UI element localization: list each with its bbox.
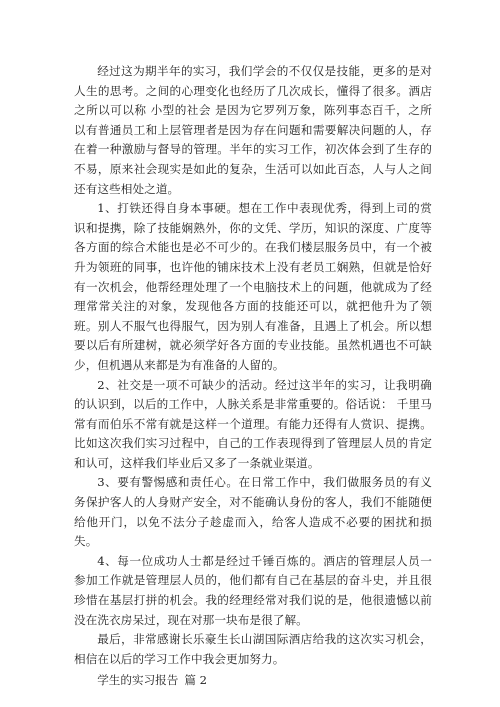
paragraph-point-1: 1、打铁还得自身本事硬。想在工作中表现优秀，得到上司的赏识和提携，除了技能娴熟外，你的文凭、学历，知识的深度、广度等各方面的综合术能也是必不可少的。在我们楼层服务员中，有一个被升为领班的同事，也许他的铺床技术上没有老员工娴熟，但就是恰好有一次机会，他帮经理处理了一个电脑技术上的问题，他就成为了经理常常关注的对象，发现他各方面的技能还可以，就把他升为了领班。别人不服气也得服气，因为别人有准备，且遇上了机会。所以想要以后有所建树，就必须学好各方面的专业技能。虽然机遇也不可缺少，但机遇从来都是为有准备的人留的。 — [74, 201, 432, 372]
next-section-title: 学生的实习报告 — [97, 673, 179, 688]
paragraph-intro: 经过这为期半年的实习，我们学会的不仅仅是技能，更多的是对人生的思考。之间的心理变化也经历了几次成长，懂得了很多。酒店之所以可以称 小型的社会 是因为它罗列万象，陈列事态百千，之所以有普通员工和上层管理者是因为存在问题和需要解决问题的人，存在着一种激励与督导的管理。半年的实习工作，初次体会到了生存的不易，原来社会现实是如此的复杂，生活可以如此百态，人与人之间还有这些相处之道。 — [74, 64, 432, 196]
paragraph-closing: 最后，非常感谢长乐豪生长山湖国际酒店给我的这次实习机会，相信在以后的学习工作中我会更加努力。 — [74, 632, 432, 666]
paragraph-point-2: 2、社交是一项不可缺少的活动。经过这半年的实习，让我明确的认识到，以后的工作中，人脉关系是非常重要的。俗话说： 千里马常有而伯乐不常有就是这样一个道理。有能力还得有人赏识、提携。比如这次我们实习过程中，自己的工作表现得到了管理层人员的肯定和认可，这样我们毕业后又多了一条就业渠道。 — [74, 377, 432, 470]
next-section-label: 篇 2 — [184, 673, 208, 688]
next-section-heading — [74, 671, 432, 691]
paragraph-point-3: 3、要有警惕感和责任心。在日常工作中，我们做服务员的有义务保护客人的人身财产安全，对不能确认身份的客人，我们不能随便给他开门，以免不法分子趁虚而入，给客人造成不必要的困扰和损失。 — [74, 475, 432, 549]
paragraph-point-4: 4、每一位成功人士都是经过千锤百炼的。酒店的管理层人员一参加工作就是管理层人员的，他们都有自己在基层的奋斗史，并且很珍惜在基层打拼的机会。我的经理经常对我们说的是，他很遗憾以前没在洗衣房呆过，现在对那一块布是很了解。 — [74, 553, 432, 627]
document-body — [74, 62, 432, 691]
